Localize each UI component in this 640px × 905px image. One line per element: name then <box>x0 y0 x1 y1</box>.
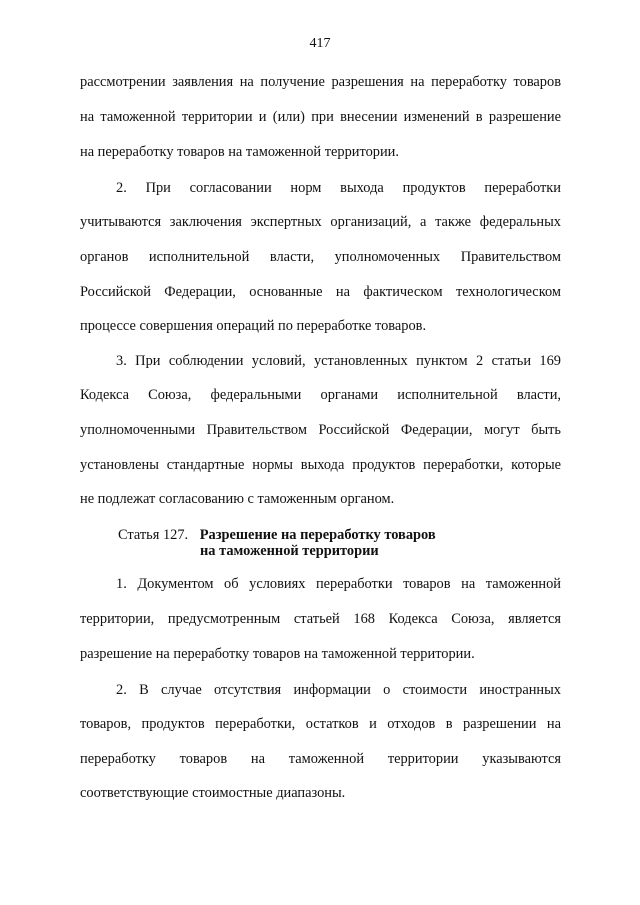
text-line: на переработку товаров на таможенной территории. <box>80 144 399 160</box>
article-number: Статья 127. <box>118 527 189 543</box>
text-line: 3. При соблюдении условий, установленных пунктом 2 статьи 169 <box>116 353 561 369</box>
text-line: 2. В случае отсутствия информации о стоимости иностранных <box>116 682 561 698</box>
text-line: Российской Федерации, основанные на фактическом технологическом <box>80 284 561 300</box>
text-line: уполномоченными Правительством Российской Федерации, могут быть <box>80 422 561 438</box>
text-line: Кодекса Союза, федеральными органами исполнительной власти, <box>80 387 561 403</box>
text-line: переработку товаров на таможенной территории указываются <box>80 751 561 767</box>
article-heading <box>118 527 436 544</box>
text-line: рассмотрении заявления на получение разрешения на переработку товаров <box>80 74 561 90</box>
text-line: разрешение на переработку товаров на таможенной территории. <box>80 646 475 662</box>
text-line: органов исполнительной власти, уполномоченных Правительством <box>80 249 561 265</box>
text-line: территории, предусмотренным статьей 168 Кодекса Союза, является <box>80 611 561 627</box>
text-line: товаров, продуктов переработки, остатков и отходов в разрешении на <box>80 716 561 732</box>
text-line: соответствующие стоимостные диапазоны. <box>80 785 346 801</box>
page-number: 417 <box>309 36 331 51</box>
text-line: на таможенной территории и (или) при внесении изменений в разрешение <box>80 109 561 125</box>
text-line: не подлежат согласованию с таможенным органом. <box>80 491 395 507</box>
text-line: учитываются заключения экспертных организаций, а также федеральных <box>80 214 561 230</box>
text-line: процессе совершения операций по переработке товаров. <box>80 318 427 334</box>
text-line: установлены стандартные нормы выхода продуктов переработки, которые <box>80 457 561 473</box>
article-title-line2: на таможенной территории <box>200 543 379 559</box>
text-line: 2. При согласовании норм выхода продуктов переработки <box>116 180 561 196</box>
text-line: 1. Документом об условиях переработки товаров на таможенной <box>116 576 561 592</box>
article-title: Разрешение на переработку товаров <box>199 527 436 543</box>
